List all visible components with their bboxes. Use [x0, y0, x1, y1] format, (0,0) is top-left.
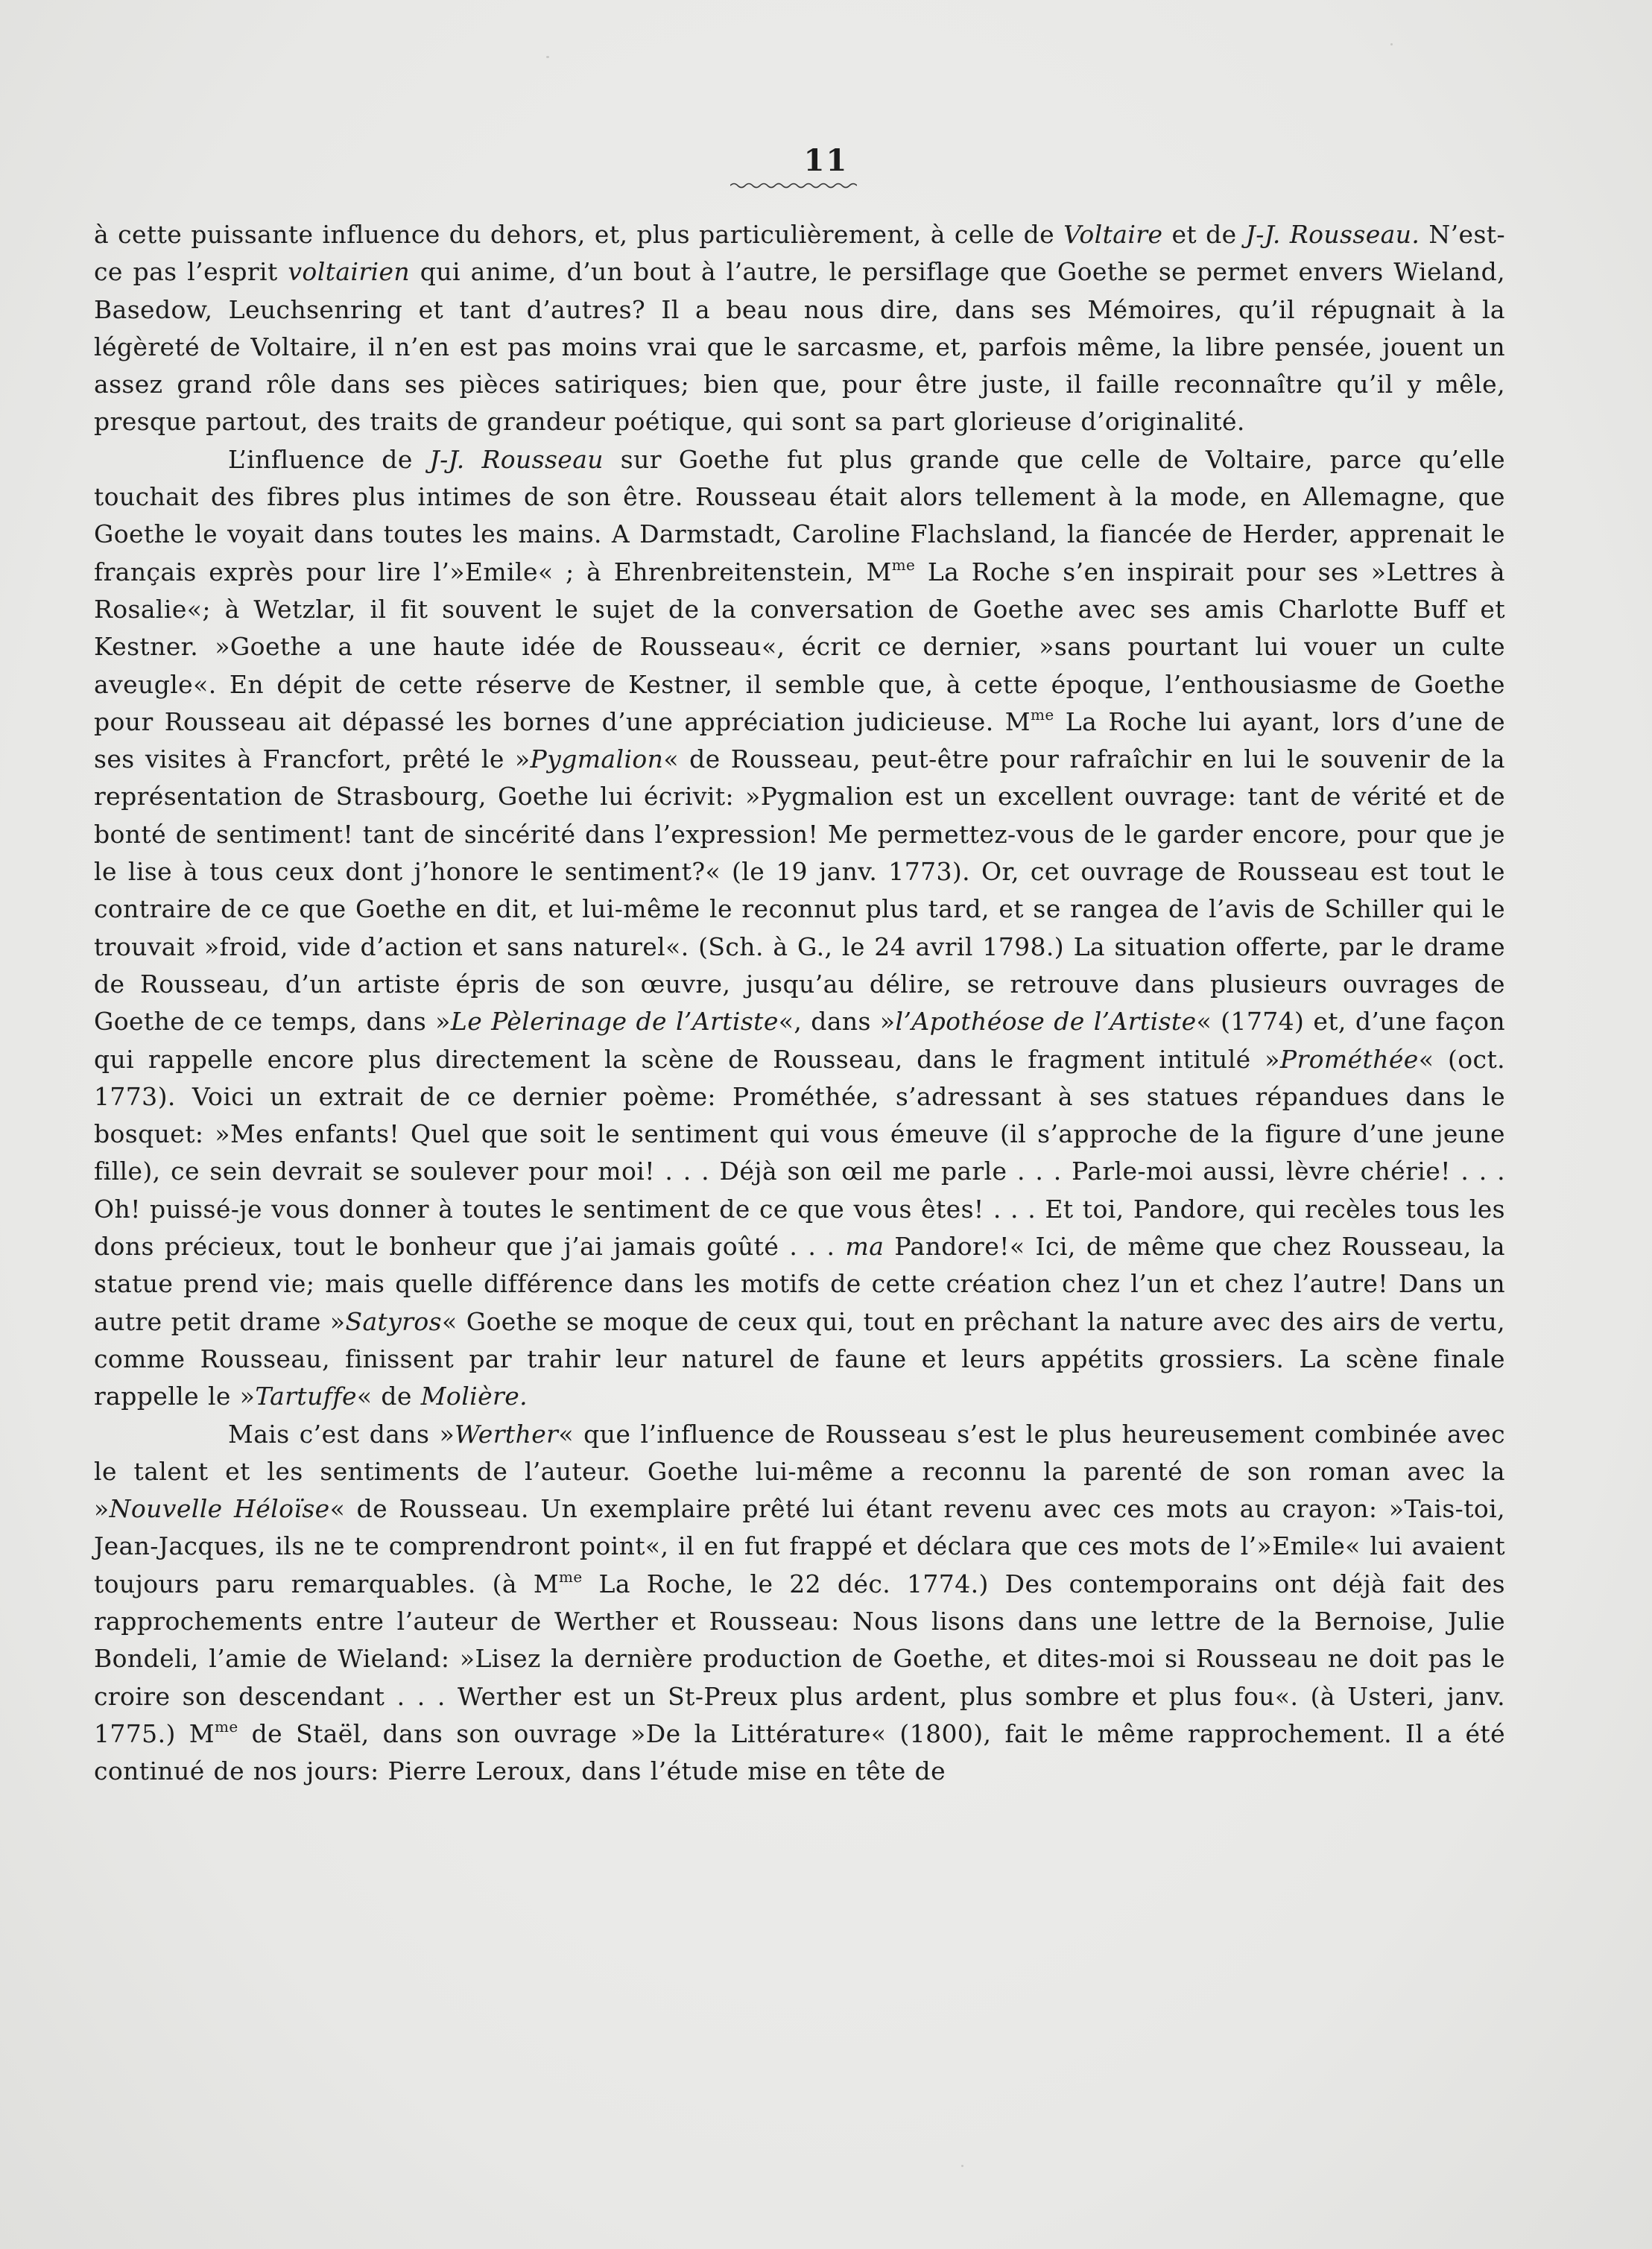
text-run: « que l’influence de Rousseau s’est le plus heureusement combinée avec le talent et les sentiments de l’auteur. Goethe lui-même a reconnu la parenté de son roman avec la » [94, 1419, 1505, 1524]
text-run: sur Goethe fut plus grande que celle de Voltaire, parce qu’elle touchait des fibres plus intimes de son être. Rousseau était alors tellement à la mode, en Allemagne, que Goethe le voyait dans toutes les mains. A Darmstadt, Caroline Flachsland, la fiancée de Herder, apprenait le français exprès pour lire l’»Emile« ; à Ehrenbreitenstein, M [94, 444, 1505, 586]
page-number-wavy-rule [730, 182, 857, 189]
text-run: L’influence de [228, 444, 430, 474]
italic-text: voltairien [288, 257, 411, 287]
text-run: «, dans » [778, 1007, 896, 1037]
paper-speck [546, 56, 549, 58]
italic-text: Le Pèlerinage de l’Artiste [450, 1007, 779, 1037]
page-number: 11 [803, 143, 849, 178]
text-run: « de Rousseau, peut-être pour rafraîchir en lui le souvenir de la représentation de Strasbourg, Goethe lui écrivit: »Pygmalion est un excellent ouvrage: tant de vérité et de bonté de sentiment! tant de sincérité dans l’expression! Me permettez-vous de le garder encore, pour que je le lise à tous ceux dont j’honore le sentiment?« (le 19 janv. 1773). Or, cet ouvrage de Rousseau est tout le contraire de ce que Goethe en dit, et lui-même le reconnut plus tard, et se rangea de l’avis de Schiller qui le trouvait »froid, vide d’action et sans naturel«. (Sch. à G., le 24 avril 1798.) La situation offerte, par le drame de Rousseau, d’un artiste épris de son œuvre, jusqu’au délire, se retrouve dans plusieurs ouvrages de Goethe de ce temps, dans » [94, 744, 1505, 1037]
italic-text: Satyros [345, 1306, 443, 1336]
superscript-text: me [214, 1717, 238, 1736]
italic-text: l’Apothéose de l’Artiste [895, 1007, 1197, 1037]
superscript-text: me [1031, 705, 1054, 724]
text-run: de Staël, dans son ouvrage »De la Littérature« (1800), fait le même rapprochement. Il a été continué de nos jours: Pierre Leroux, dans l’étude mise en tête de [94, 1718, 1506, 1786]
italic-text: Nouvelle Héloïse [109, 1494, 330, 1524]
text-run: et de [1162, 220, 1246, 249]
text-run: « de Rousseau. Un exemplaire prêté lui étant revenu avec ces mots au crayon: »Tais-toi, Jean-Jacques, ils ne te comprendront point«, il en fut frappé et déclara que ces mots de l’»Emile« lui avaient toujours paru remarquables. (à M [94, 1494, 1505, 1598]
paper-speck [1390, 43, 1393, 45]
italic-text: J-J. Rousseau [429, 444, 604, 474]
italic-text: Werther [455, 1419, 559, 1449]
text-run: « (1774) et, d’une façon qui rappelle encore plus directement la scène de Rousseau, dans le fragment intitulé » [94, 1007, 1506, 1074]
superscript-text: me [559, 1567, 583, 1586]
text-run: N’est-ce pas l’esprit [94, 220, 1505, 287]
superscript-text: me [891, 555, 916, 574]
paragraph [94, 441, 1505, 1416]
italic-text: Voltaire [1063, 220, 1163, 249]
text-run: à cette puissante influence du dehors, et, plus particulièrement, à celle de [94, 220, 1064, 249]
text-run: Pandore!« Ici, de même que chez Rousseau, la statue prend vie; mais quelle différence dans les motifs de cette création chez l’un et chez l’autre! Dans un autre petit drame » [94, 1232, 1506, 1336]
text-run: Mais c’est dans » [228, 1419, 455, 1449]
italic-text: J-J. Rousseau. [1245, 220, 1420, 249]
text-run: « (oct. 1773). Voici un extrait de ce dernier poème: Prométhée, s’adressant à ses statues répandues dans le bosquet: »Mes enfants! Quel que soit le sentiment qui vous émeuve (il s’approche de la figure d’une jeune fille), ce sein devrait se soulever pour moi! . . . Déjà son œil me parle . . . Parle-moi aussi, lèvre chérie! . . . Oh! puissé-je vous donner à toutes le sentiment de ce que vous êtes! . . . Et toi, Pandore, qui recèles tous les dons précieux, tout le bonheur que j’ai jamais goûté . . . [94, 1044, 1505, 1262]
paragraph [94, 1416, 1505, 1791]
paper-speck [961, 2165, 963, 2167]
text-run: « de [356, 1382, 421, 1411]
text-run: La Roche s’en inspirait pour ses »Lettres à Rosalie«; à Wetzlar, il fit souvent le sujet de la conversation de Goethe avec ses amis Charlotte Buff et Kestner. »Goethe a une haute idée de Rousseau«, écrit ce dernier, »sans pourtant lui vouer un culte aveugle«. En dépit de cette réserve de Kestner, il semble que, à cette époque, l’enthousiasme de Goethe pour Rousseau ait dépassé les bornes d’une appréciation judicieuse. M [94, 557, 1505, 736]
italic-text: ma [845, 1232, 884, 1262]
text-run: « Goethe se moque de ceux qui, tout en prêchant la nature avec des airs de vertu, comme Rousseau, finissent par trahir leur naturel de faune et leurs appétits grossiers. La scène finale rappelle le » [94, 1306, 1505, 1411]
text-run: qui anime, d’un bout à l’autre, le persiflage que Goethe se permet envers Wieland, Basedow, Leuchsenring et tant d’autres? Il a beau nous dire, dans ses Mémoires, qu’il répugnait à la légèreté de Voltaire, il n’en est pas moins vrai que le sarcasme, et, parfois même, la libre pensée, jouent un assez grand rôle dans ses pièces satiriques; bien que, pour être juste, il faille reconnaître qu’il y mêle, presque partout, des traits de grandeur poétique, qui sont sa part glorieuse d’originalité. [94, 257, 1506, 437]
italic-text: Pygmalion [530, 744, 664, 774]
italic-text: Prométhée [1279, 1044, 1419, 1074]
italic-text: Molière. [420, 1382, 528, 1411]
italic-text: Tartuffe [255, 1382, 357, 1411]
body-text [94, 216, 1505, 1790]
text-run: La Roche, le 22 déc. 1774.) Des contemporains ont déjà fait des rapprochements entre l’auteur de Werther et Rousseau: Nous lisons dans une lettre de la Bernoise, Julie Bondeli, l’amie de Wieland: »Lisez la dernière production de Goethe, et dites-moi si Rousseau ne doit pas le croire son descendant . . . Werther est un St-Preux plus ardent, plus sombre et plus fou«. (à Usteri, janv. 1775.) M [94, 1569, 1506, 1748]
text-run: La Roche lui ayant, lors d’une de ses visites à Francfort, prêté le » [94, 706, 1506, 774]
paragraph [94, 216, 1505, 441]
